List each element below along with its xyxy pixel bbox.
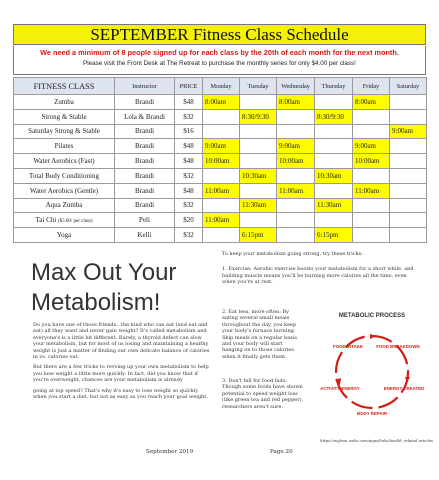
day-cell (240, 95, 277, 110)
class-time: 10:00am (205, 157, 230, 166)
class-time: 8:30/9:30 (242, 112, 269, 121)
schedule-row (14, 198, 427, 213)
class-time: 8:00am (205, 97, 226, 106)
article-headline (31, 258, 201, 318)
article-paragraph: Do you have one of those friends...the kind who can eat (and eat and eat) all they want and never gain weight? It's called metabolism and everyone's is a little bit different. Rarely, a thyroid defect can slow your metabolism, but for most of us losing and maintaining a healthy weight is just a matter of finding our own delicate balance of calories in vs. calories out. (33, 322, 210, 361)
price-cell: $20 (175, 213, 203, 228)
day-cell (203, 95, 240, 110)
class-name-cell (14, 109, 115, 124)
day-cell (390, 109, 427, 124)
day-cell (353, 95, 390, 110)
schedule-row (14, 154, 427, 169)
day-cell (315, 109, 353, 124)
schedule-row (14, 183, 427, 198)
class-name: Tai Chi (35, 216, 57, 225)
day-cell (353, 198, 390, 213)
footer-page-number: Page 20 (270, 449, 293, 455)
day-cell (315, 168, 353, 183)
day-cell (203, 139, 240, 154)
day-cell (277, 213, 315, 228)
class-time: 11:00am (205, 186, 230, 195)
instructor-cell: Brandi (115, 183, 175, 198)
header-cell: FITNESS CLASS (14, 78, 115, 95)
class-time: 8:00am (279, 97, 300, 106)
day-cell (315, 228, 353, 243)
class-time: 10:00am (279, 157, 304, 166)
article-paragraph: going at top speed? That's why it's easy to lose weight so quickly when you start a diet, but not as easy as you reach your goal weight. (33, 387, 208, 401)
schedule-row (14, 109, 427, 124)
class-name-cell (14, 154, 115, 169)
day-cell (315, 139, 353, 154)
day-cell (277, 154, 315, 169)
tip-eat-less: 2. Eat less, more often: By eating several small meals throughout the day, you keep your body's furnace burning. Skip meals on a regular basis and your body will start hanging on to those calories when it finally gets them. (222, 309, 297, 360)
day-cell (315, 154, 353, 169)
class-time: 11:30am (242, 201, 267, 210)
day-cell (277, 228, 315, 243)
footer-date: September 2019 (146, 449, 194, 455)
day-cell (203, 228, 240, 243)
class-name: Saturday Strong & Stable (28, 127, 100, 136)
day-cell (277, 139, 315, 154)
class-name: Aqua Zumba (45, 201, 83, 210)
day-cell (240, 183, 277, 198)
price-cell: $32 (175, 109, 203, 124)
schedule-row (14, 228, 427, 243)
class-name-cell (14, 198, 115, 213)
day-cell (203, 154, 240, 169)
day-cell (203, 168, 240, 183)
class-name: Zumba (54, 97, 74, 106)
instructor-cell: Brandi (115, 124, 175, 139)
instructor-cell: Brandi (115, 198, 175, 213)
header-cell: Monday (203, 78, 240, 95)
day-cell (315, 213, 353, 228)
day-cell (353, 183, 390, 198)
notice-info-line: Please visit the Front Desk at The Retreat to purchase the monthly series for only $4.00 per class! (83, 60, 356, 67)
day-cell (390, 228, 427, 243)
day-cell (390, 154, 427, 169)
day-cell (240, 198, 277, 213)
day-cell (390, 168, 427, 183)
day-cell (277, 183, 315, 198)
article-left-column (33, 322, 211, 404)
class-name-cell (14, 213, 115, 228)
day-cell (277, 198, 315, 213)
day-cell (240, 139, 277, 154)
class-name-cell (14, 139, 115, 154)
instructor-cell: Brandi (115, 95, 175, 110)
node-food-intake: FOOD INTAKE (333, 344, 363, 349)
schedule-row (14, 139, 427, 154)
class-name-cell (14, 95, 115, 110)
class-name: Total Body Conditioning (29, 171, 99, 180)
tip-food-fads: 3. Don't fall for food fads: Though some foods have shown potential to speed weight loss (like green tea and red pepper), researchers aren't sure. (222, 378, 304, 410)
price-cell: $48 (175, 95, 203, 110)
day-cell (203, 213, 240, 228)
schedule-header-row (14, 78, 427, 95)
price-cell: $48 (175, 139, 203, 154)
class-price-note: ($5.00/ per class) (57, 219, 93, 225)
class-time: 9:00am (392, 127, 413, 136)
class-time: 8:00am (355, 97, 376, 106)
price-cell: $32 (175, 168, 203, 183)
day-cell (390, 213, 427, 228)
day-cell (390, 139, 427, 154)
day-cell (390, 95, 427, 110)
day-cell (203, 198, 240, 213)
class-time: 6:15pm (317, 231, 339, 240)
header-cell: Instructor (115, 78, 175, 95)
metabolic-process-diagram (318, 307, 426, 427)
day-cell (277, 109, 315, 124)
diagram-title: METABOLIC PROCESS (338, 313, 406, 319)
day-cell (353, 124, 390, 139)
class-name-cell (14, 124, 115, 139)
class-name: Strong & Stable (41, 112, 87, 121)
price-cell: $48 (175, 183, 203, 198)
class-time: 10:30am (242, 171, 267, 180)
article-intro (222, 251, 422, 286)
day-cell (240, 109, 277, 124)
instructor-cell: Kelli (115, 228, 175, 243)
class-time: 10:30am (317, 171, 342, 180)
class-time: 9:00am (355, 142, 376, 151)
class-time: 9:00am (279, 142, 300, 151)
header-cell: Friday (353, 78, 390, 95)
schedule-row (14, 168, 427, 183)
day-cell (390, 183, 427, 198)
header-cell: Thursday (315, 78, 353, 95)
schedule-row (14, 213, 427, 228)
tip-eat-less-block (222, 309, 304, 360)
instructor-cell: Brandi (115, 139, 175, 154)
class-name-cell (14, 228, 115, 243)
day-cell (390, 198, 427, 213)
day-cell (277, 168, 315, 183)
day-cell (240, 168, 277, 183)
day-cell (240, 228, 277, 243)
class-name: Yoga (56, 231, 72, 240)
node-energy-created: ENERGY CREATED (383, 386, 425, 391)
day-cell (353, 139, 390, 154)
day-cell (240, 213, 277, 228)
class-name: Pilates (54, 142, 74, 151)
price-cell: $48 (175, 154, 203, 169)
class-name-cell (14, 183, 115, 198)
class-time: 8:30/9:30 (317, 112, 344, 121)
tip-exercise: 1. Exercise: Aerobic exercise boosts your metabolism for a short while, and building muscle means you'll be burning more calories all the time, even when you're at rest. (222, 266, 414, 286)
price-cell: $32 (175, 198, 203, 213)
day-cell (203, 109, 240, 124)
day-cell (277, 95, 315, 110)
instructor-cell: Lola & Brandi (115, 109, 175, 124)
price-cell: $16 (175, 124, 203, 139)
signup-notice (13, 46, 426, 75)
header-cell: Saturday (390, 78, 427, 95)
class-time: 10:00am (355, 157, 380, 166)
article-paragraph: But there are a few tricks to revving up your own metabolism to help you lose weight a little more quickly. In fact, did you know that if you're overweight, chances are your metabolism is already (33, 364, 209, 384)
class-name-cell (14, 168, 115, 183)
headline-line: Metabolism! (31, 289, 161, 316)
class-time: 11:30am (317, 201, 342, 210)
day-cell (315, 183, 353, 198)
node-body-repair: BODY REPAIR (356, 411, 388, 416)
tip-food-fads-block (222, 378, 304, 410)
price-cell: $32 (175, 228, 203, 243)
node-food-breakdown: FOOD BREAKDOWN (376, 344, 420, 349)
node-activity-energy: ACTIVITY ENERGY (320, 386, 360, 391)
source-link[interactable]: https://mylosa.webs.com/apps/links/health_related.articles (320, 438, 433, 443)
class-time: 11:00am (205, 216, 230, 225)
day-cell (203, 124, 240, 139)
notice-warning-line: We need a minimum of 8 people signed up for each class by the 20th of each month for the next month. (40, 48, 399, 57)
class-name: Water Aerobics (Gentle) (29, 186, 99, 195)
day-cell (353, 109, 390, 124)
schedule-row (14, 124, 427, 139)
class-time: 11:00am (355, 186, 380, 195)
day-cell (353, 154, 390, 169)
instructor-cell: Brandi (115, 168, 175, 183)
schedule-title-banner: SEPTEMBER Fitness Class Schedule (13, 24, 426, 45)
day-cell (315, 124, 353, 139)
class-name: Water Aerobics (Fast) (33, 157, 95, 166)
intro-text: To keep your metabolism going strong, try these tricks: (222, 251, 363, 257)
class-time: 6:15pm (242, 231, 264, 240)
day-cell (240, 154, 277, 169)
day-cell (240, 124, 277, 139)
headline-line: Max Out Your (31, 259, 177, 286)
day-cell (277, 124, 315, 139)
day-cell (353, 213, 390, 228)
day-cell (390, 124, 427, 139)
schedule-row (14, 95, 427, 110)
day-cell (315, 95, 353, 110)
header-cell: PRICE (175, 78, 203, 95)
class-time: 11:00am (279, 186, 304, 195)
schedule-table (13, 77, 427, 243)
header-cell: Wednesday (277, 78, 315, 95)
class-time: 9:00am (205, 142, 226, 151)
day-cell (353, 228, 390, 243)
day-cell (353, 168, 390, 183)
instructor-cell: Brandi (115, 154, 175, 169)
day-cell (315, 198, 353, 213)
day-cell (203, 183, 240, 198)
header-cell: Tuesday (240, 78, 277, 95)
instructor-cell: Peli (115, 213, 175, 228)
